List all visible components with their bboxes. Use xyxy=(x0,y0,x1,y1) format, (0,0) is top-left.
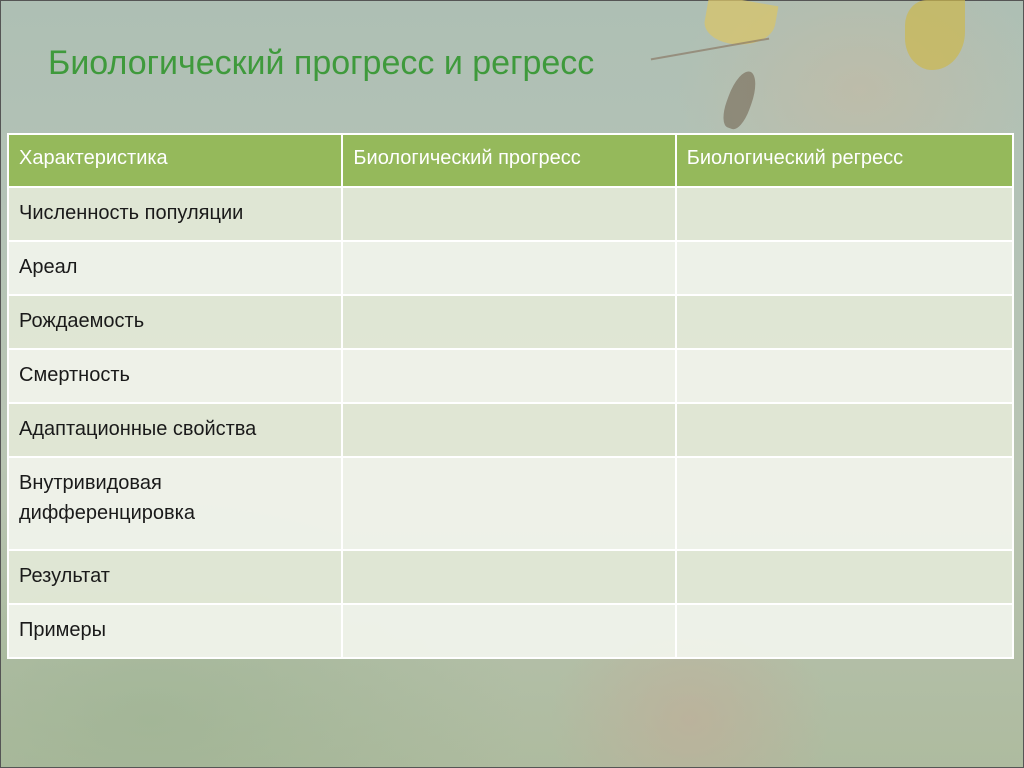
progress-cell xyxy=(342,403,675,457)
row-label-examples: Примеры xyxy=(8,604,342,658)
background-leaf-decoration xyxy=(905,0,965,70)
slide-title: Биологический прогресс и регресс xyxy=(48,44,595,82)
table-row xyxy=(8,403,1013,457)
progress-cell xyxy=(342,295,675,349)
background-twig-decoration xyxy=(718,68,761,133)
row-label-intraspecific-differentiation: Внутривидовая дифференцировка xyxy=(8,457,342,550)
row-label-result: Результат xyxy=(8,550,342,604)
header-biological-regress: Биологический регресс xyxy=(676,134,1013,187)
progress-cell xyxy=(342,550,675,604)
table-row xyxy=(8,187,1013,241)
regress-cell xyxy=(676,295,1013,349)
table-row xyxy=(8,349,1013,403)
row-label-birth-rate: Рождаемость xyxy=(8,295,342,349)
row-label-range: Ареал xyxy=(8,241,342,295)
header-characteristic: Характеристика xyxy=(8,134,342,187)
table-row xyxy=(8,295,1013,349)
row-label-adaptive-properties: Адаптационные свойства xyxy=(8,403,342,457)
table-row xyxy=(8,604,1013,658)
table-header-row xyxy=(8,134,1013,187)
progress-cell xyxy=(342,241,675,295)
regress-cell xyxy=(676,604,1013,658)
header-biological-progress: Биологический прогресс xyxy=(342,134,675,187)
row-label-population-size: Численность популяции xyxy=(8,187,342,241)
background-twig-decoration xyxy=(651,38,770,61)
progress-cell xyxy=(342,349,675,403)
regress-cell xyxy=(676,187,1013,241)
progress-cell xyxy=(342,187,675,241)
regress-cell xyxy=(676,403,1013,457)
table-row xyxy=(8,457,1013,550)
row-label-mortality: Смертность xyxy=(8,349,342,403)
regress-cell xyxy=(676,349,1013,403)
progress-cell xyxy=(342,604,675,658)
table-row xyxy=(8,550,1013,604)
comparison-table xyxy=(7,133,1014,659)
progress-cell xyxy=(342,457,675,550)
regress-cell xyxy=(676,241,1013,295)
regress-cell xyxy=(676,457,1013,550)
table-row xyxy=(8,241,1013,295)
regress-cell xyxy=(676,550,1013,604)
